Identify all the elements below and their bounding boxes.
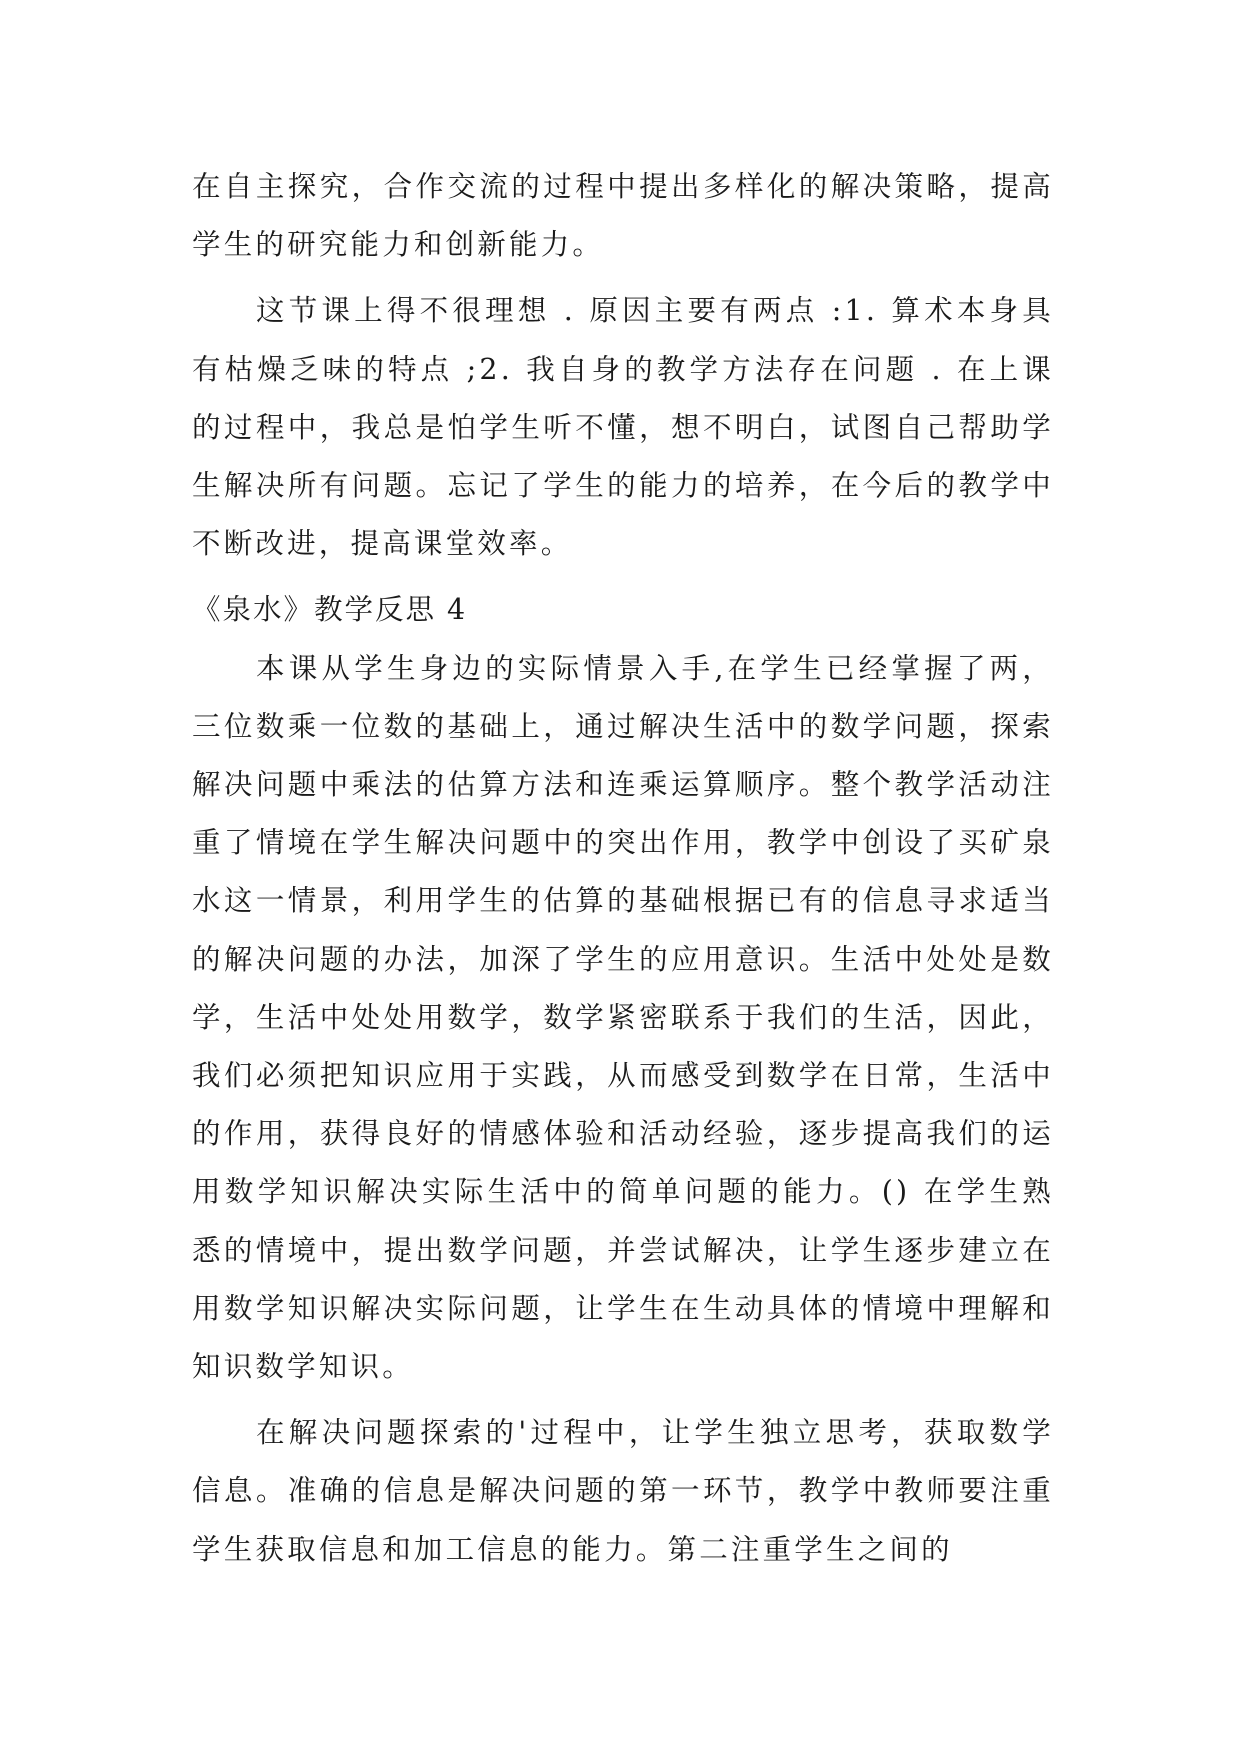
section-heading: 《泉水》教学反思 4 xyxy=(192,593,468,627)
section-paragraph-2: 在解决问题探索的'过程中，让学生独立思考，获取数学信息。准确的信息是解决问题的第一环节，教学中教师要注重学生获取信息和加工信息的能力。第二注重学生之间的 xyxy=(192,1416,1054,1566)
section-paragraph-1: 本课从学生身边的实际情景入手,在学生已经掌握了两，三位数乘一位数的基础上，通过解决生活中的数学问题，探索解决问题中乘法的估算方法和连乘运算顺序。整个教学活动注重了情境在学生解决问题中的突出作用，教学中创设了买矿泉水这一情景，利用学生的估算的基础根据已有的信息寻求适当的解决问题的办法，加深了学生的应用意识。生活中处处是数学，生活中处处用数学，数学紧密联系于我们的生活，因此，我们必须把知识应用于实践，从而感受到数学在日常，生活中的作用，获得良好的情感体验和活动经验，逐步提高我们的运用数学知识解决实际生活中的简单问题的能力。() 在学生熟悉的情境中，提出数学问题，并尝试解决，让学生逐步建立在用数学知识解决实际问题，让学生在生动具体的情境中理解和知识数学知识。 xyxy=(192,651,1054,1384)
paragraph-2: 这节课上得不很理想 . 原因主要有两点 :1. 算术本身具有枯燥乏味的特点 ;2. 我自身的教学方法存在问题 . 在上课的过程中，我总是怕学生听不懂，想不明白，试图自己帮助学生解决所有问题。忘记了学生的能力的培养，在今后的教学中不断改进，提高课堂效率。 xyxy=(192,294,1054,561)
paragraph-1: 在自主探究，合作交流的过程中提出多样化的解决策略，提高学生的研究能力和创新能力。 xyxy=(192,170,1054,262)
document-page xyxy=(192,158,1054,1587)
